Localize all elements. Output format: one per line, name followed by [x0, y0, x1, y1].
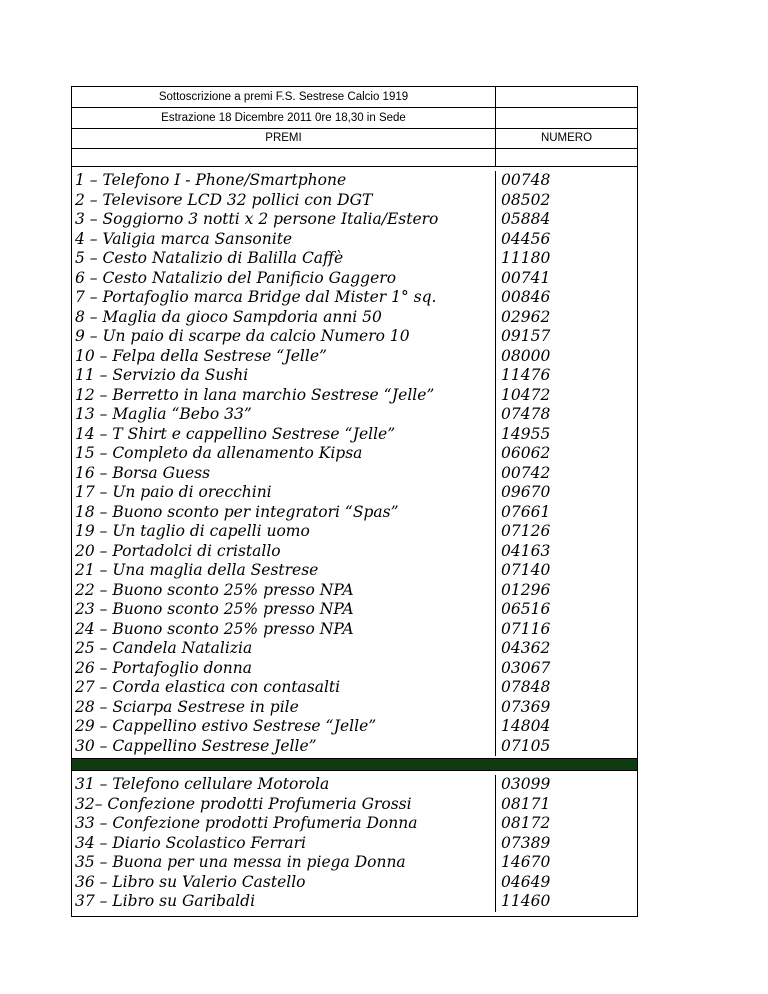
header-empty-cell — [496, 87, 637, 107]
prize-entry: 6 – Cesto Natalizio del Panificio Gaggero — [75, 268, 397, 287]
ticket-number: 06062 — [501, 444, 551, 462]
ticket-number: 08502 — [501, 190, 551, 209]
ticket-number: 03067 — [501, 658, 551, 677]
prize-entry: 8 – Maglia da gioco Sampdoria anni 50 — [75, 307, 382, 326]
header-empty-cell — [496, 108, 637, 128]
ticket-number: 04456 — [501, 229, 551, 248]
spacer-cell — [72, 149, 496, 166]
ticket-number: 00742 — [501, 463, 551, 482]
ticket-number: 09670 — [501, 483, 551, 501]
prize-entry: 36 – Libro su Valerio Castello — [75, 872, 306, 891]
header-row-title — [72, 87, 637, 108]
ticket-number: 01296 — [501, 580, 551, 599]
ticket-number: 00741 — [501, 268, 551, 287]
prize-entry: 34 – Diario Scolastico Ferrari — [75, 833, 306, 852]
prize-entry: 13 – Maglia “Bebo 33” — [75, 405, 252, 423]
prize-entry: 17 – Un paio di orecchini — [75, 483, 272, 501]
prize-entry: 19 – Un taglio di capelli uomo — [75, 522, 310, 540]
ticket-number: 07848 — [501, 678, 551, 696]
header-row-columns — [72, 129, 637, 149]
prize-entry: 18 – Buono sconto per integratori “Spas” — [75, 502, 399, 521]
ticket-number: 11476 — [501, 366, 551, 384]
spacer-cell — [496, 149, 637, 166]
prize-entry: 37 – Libro su Garibaldi — [75, 892, 256, 910]
column-header-number: NUMERO — [540, 132, 593, 144]
prize-entry: 22 – Buono sconto 25% presso NPA — [75, 580, 354, 599]
prize-entry: 14 – T Shirt e cappellino Sestrese “Jelle” — [75, 424, 396, 443]
ticket-number: 14670 — [501, 853, 551, 871]
prize-entry: 20 – Portadolci di cristallo — [75, 541, 281, 560]
prize-entry: 33 – Confezione prodotti Profumeria Donna — [75, 814, 418, 832]
ticket-number: 11180 — [501, 249, 551, 267]
ticket-number: 04362 — [501, 639, 551, 657]
ticket-number: 03099 — [501, 775, 551, 793]
prize-entry: 25 – Candela Natalizia — [75, 639, 253, 657]
ticket-number: 04163 — [501, 541, 551, 560]
prize-entry: 31 – Telefono cellulare Motorola — [75, 775, 330, 793]
ticket-number: 00748 — [501, 171, 551, 189]
prize-entry: 4 – Valigia marca Sansonite — [75, 229, 293, 248]
prize-list-extra — [72, 771, 637, 917]
prize-entry: 32– Confezione prodotti Profumeria Grossi — [75, 794, 412, 813]
ticket-number: 07661 — [501, 502, 551, 521]
number-column — [496, 171, 637, 756]
spacer-row — [72, 149, 637, 167]
prize-entry: 15 – Completo da allenamento Kipsa — [75, 444, 363, 462]
ticket-number: 14804 — [501, 717, 551, 735]
ticket-number: 07369 — [501, 697, 551, 716]
ticket-number: 08172 — [501, 814, 551, 832]
ticket-number: 08171 — [501, 794, 551, 813]
ticket-number: 04649 — [501, 872, 551, 891]
prize-entry: 28 – Sciarpa Sestrese in pile — [75, 697, 299, 716]
prize-entry: 21 – Una maglia della Sestrese — [75, 561, 319, 579]
ticket-number: 00846 — [501, 288, 551, 306]
prize-entry: 23 – Buono sconto 25% presso NPA — [75, 600, 354, 618]
prize-entry: 16 – Borsa Guess — [75, 463, 211, 482]
ticket-number: 14955 — [501, 424, 551, 443]
number-column — [496, 775, 637, 912]
prize-list-main — [72, 167, 637, 759]
prize-entry: 35 – Buona per una messa in piega Donna — [75, 853, 406, 871]
prize-entry: 1 – Telefono I - Phone/Smartphone — [75, 171, 347, 189]
header-row-subtitle — [72, 108, 637, 129]
ticket-number: 07478 — [501, 405, 551, 423]
column-header-prize: PREMI — [72, 129, 496, 148]
ticket-number: 07105 — [501, 736, 551, 755]
prize-entry: 10 – Felpa della Sestrese “Jelle” — [75, 346, 327, 365]
ticket-number: 10472 — [501, 385, 551, 404]
prize-entry: 3 – Soggiorno 3 notti x 2 persone Italia/Estero — [75, 210, 439, 228]
ticket-number: 09157 — [501, 327, 551, 345]
prize-entry: 9 – Un paio di scarpe da calcio Numero 10 — [75, 327, 410, 345]
prize-entry: 24 – Buono sconto 25% presso NPA — [75, 619, 354, 638]
prize-entry: 11 – Servizio da Sushi — [75, 366, 249, 384]
prize-entry: 5 – Cesto Natalizio di Balilla Caffè — [75, 249, 344, 267]
ticket-number: 07140 — [501, 561, 551, 579]
ticket-number: 07116 — [501, 619, 551, 638]
prize-entry: 27 – Corda elastica con contasalti — [75, 678, 341, 696]
ticket-number: 11460 — [501, 892, 551, 910]
prize-entry: 2 – Televisore LCD 32 pollici con DGT — [75, 190, 373, 209]
ticket-number: 06516 — [501, 600, 551, 618]
ticket-number: 02962 — [501, 307, 551, 326]
prize-entry: 12 – Berretto in lana marchio Sestrese “Jelle” — [75, 385, 435, 404]
document-subtitle: Estrazione 18 Dicembre 2011 0re 18,30 in Sede — [72, 108, 496, 128]
prize-table — [71, 86, 638, 917]
prize-entry: 7 – Portafoglio marca Bridge dal Mister 1° sq. — [75, 288, 437, 306]
ticket-number: 08000 — [501, 346, 551, 365]
ticket-number: 07126 — [501, 522, 551, 540]
prize-column — [72, 171, 496, 756]
prize-entry: 29 – Cappellino estivo Sestrese “Jelle” — [75, 717, 377, 735]
prize-column — [72, 775, 496, 912]
prize-entry: 26 – Portafoglio donna — [75, 658, 252, 677]
ticket-number: 05884 — [501, 210, 551, 228]
document-title: Sottoscrizione a premi F.S. Sestrese Calcio 1919 — [72, 87, 496, 107]
ticket-number: 07389 — [501, 833, 551, 852]
section-divider-bar — [72, 759, 637, 771]
prize-entry: 30 – Cappellino Sestrese Jelle” — [75, 736, 317, 755]
